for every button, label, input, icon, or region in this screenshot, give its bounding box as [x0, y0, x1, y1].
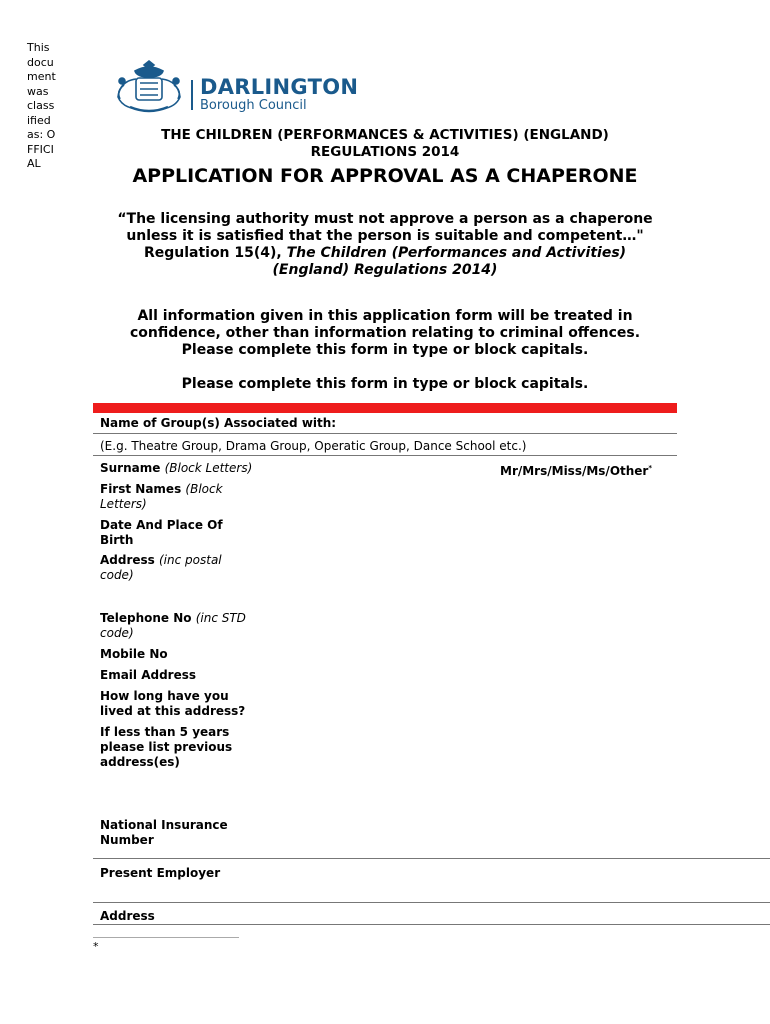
footnote-marker: * — [648, 464, 653, 472]
telephone-label-text: Telephone No — [100, 611, 192, 625]
regulations-line-1: THE CHILDREN (PERFORMANCES & ACTIVITIES) (ENGLAND) — [161, 127, 609, 143]
address-label-text: Address — [100, 553, 155, 567]
mobile-label: Mobile No — [100, 647, 168, 661]
telephone-label — [100, 611, 260, 641]
ni-label: National Insurance Number — [100, 818, 228, 847]
instruction-text: Please complete this form in type or block capitals. — [181, 376, 589, 392]
surname-label-text: Surname — [100, 461, 161, 475]
info-line-3: Please complete this form in type or block capitals. — [181, 342, 589, 358]
previous-address-label: If less than 5 years please list previous address(es) — [100, 725, 233, 769]
quote-citation — [105, 245, 665, 279]
citation-prefix: Regulation 15(4), — [143, 245, 282, 261]
dob-label: Date And Place Of Birth — [100, 518, 223, 547]
quote-text: “The licensing authority must not approve a person as a chaperone unless it is satisfied that the person is suitable and competent…" — [117, 211, 653, 244]
quote-block — [105, 211, 665, 279]
title-label-text: Mr/Mrs/Miss/Ms/Other — [500, 464, 649, 478]
info-block — [90, 308, 680, 359]
telephone-hint: (inc STD code) — [100, 611, 246, 640]
divider — [93, 433, 677, 434]
address-hint: (inc postal code) — [100, 553, 222, 582]
divider — [93, 858, 770, 859]
info-line-2: confidence, other than information relating to criminal offences. — [129, 325, 641, 341]
how-long-label: How long have you lived at this address? — [100, 689, 246, 718]
employer-label: Present Employer — [100, 866, 221, 880]
classification-note: This document was classified as: OFFICIAL — [27, 41, 56, 170]
first-names-hint: (Block Letters) — [100, 482, 223, 511]
group-example: (E.g. Theatre Group, Drama Group, Operatic Group, Dance School etc.) — [100, 439, 527, 453]
divider — [93, 902, 770, 903]
info-line-1: All information given in this application form will be treated in — [137, 308, 633, 324]
title-label — [500, 461, 652, 479]
regulations-line-2: REGULATIONS 2014 — [310, 144, 460, 160]
divider — [93, 924, 770, 925]
citation-title: The Children (Performances and Activities) (England) Regulations 2014) — [272, 245, 627, 278]
logo-subtitle: Borough Council — [200, 98, 307, 113]
footnote-separator — [93, 937, 239, 938]
email-label: Email Address — [100, 668, 197, 682]
first-names-label — [100, 482, 240, 512]
divider — [93, 455, 677, 456]
logo-name: DARLINGTON — [200, 75, 359, 99]
first-names-label-text: First Names — [100, 482, 182, 496]
group-label: Name of Group(s) Associated with: — [100, 416, 337, 430]
footnote: * — [93, 940, 99, 953]
surname-label — [100, 461, 252, 476]
logo-divider — [191, 80, 193, 110]
page-title: APPLICATION FOR APPROVAL AS A CHAPERONE — [132, 165, 638, 187]
section-bar — [93, 403, 677, 413]
surname-hint: (Block Letters) — [164, 461, 253, 475]
crest-icon — [110, 57, 188, 115]
regulations-heading — [90, 127, 680, 161]
address-label — [100, 553, 240, 583]
employer-address-label: Address — [100, 909, 155, 923]
